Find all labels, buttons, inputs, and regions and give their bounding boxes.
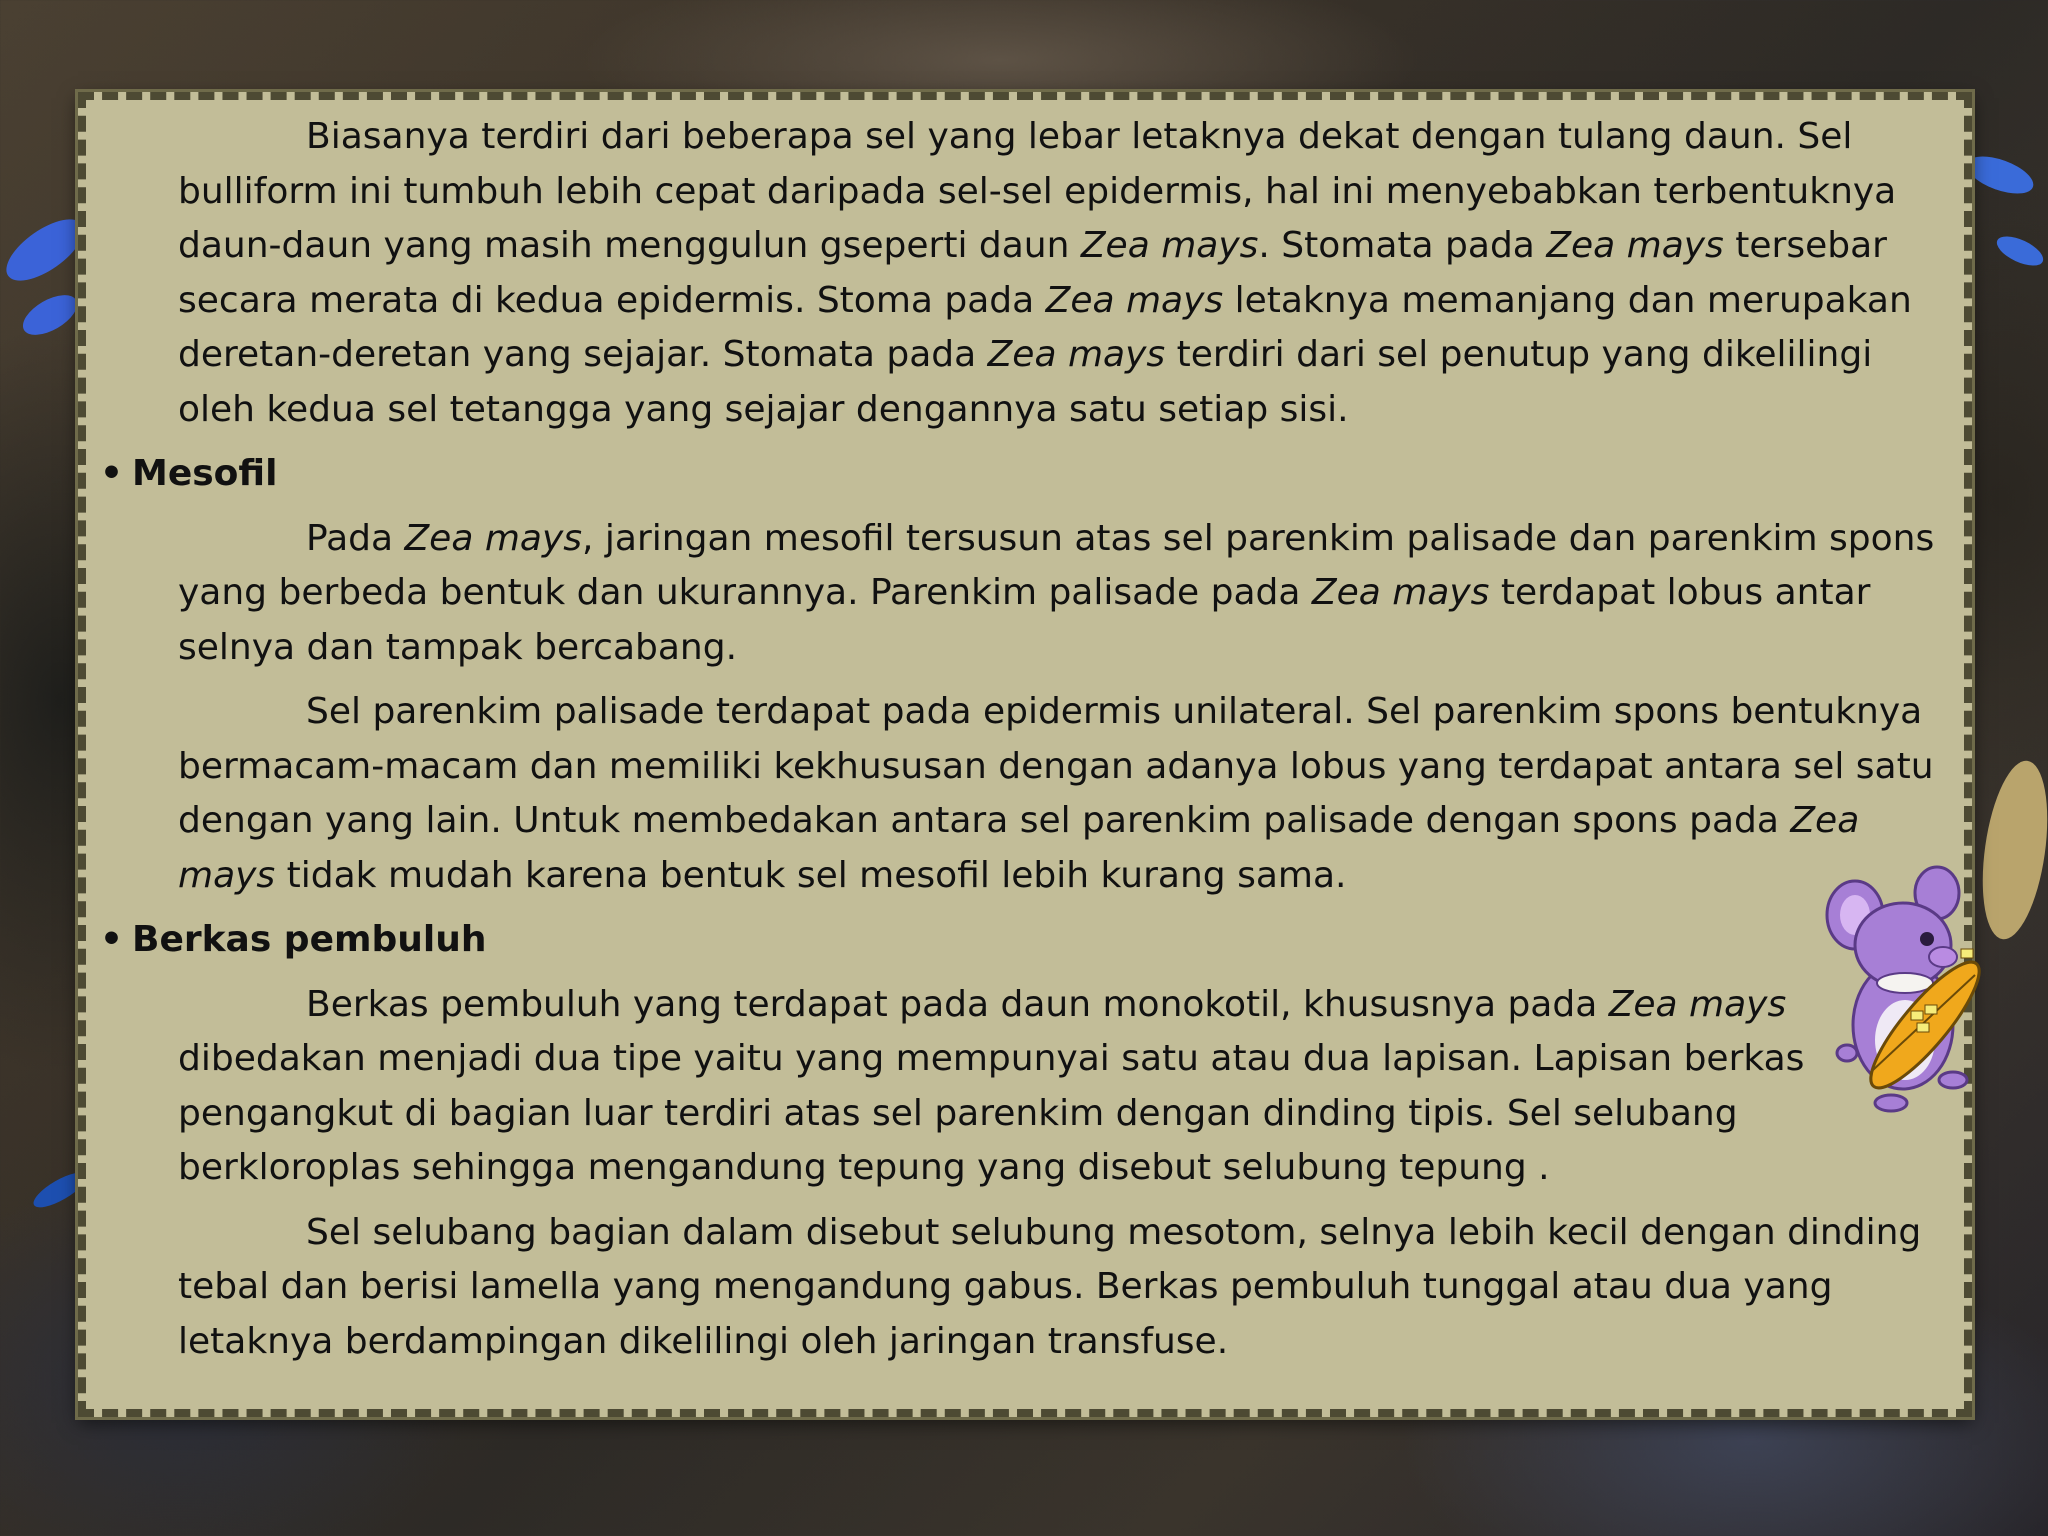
bullet-icon: • (100, 919, 124, 960)
paragraph-mesofil-2: Sel parenkim palisade terdapat pada epidermis unilateral. Sel parenkim spons bentuknya bermacam-macam dan memiliki kekhususan dengan adanya lobus yang terdapat antara sel satu dengan yang lain. Untuk membedakan antara sel parenkim palisade dengan spons pada Zea mays tidak mudah karena bentuk sel mesofil lebih kurang sama. (178, 691, 1934, 896)
background-streak (1993, 230, 2048, 271)
slide-text (100, 110, 1945, 1379)
background-streak (17, 287, 84, 343)
heading-mesofil: • Mesofil (100, 447, 1945, 502)
paragraph-berkas-1: Berkas pembuluh yang terdapat pada daun monokotil, khususnya pada Zea mays dibedakan menjadi dua tipe yaitu yang mempunyai satu atau dua lapisan. Lapisan berkas pengangkut di bagian luar terdiri atas sel parenkim dengan dinding tipis. Sel selubang berkloroplas sehingga mengandung tepung yang disebut selubung tepung . (178, 983, 1805, 1188)
heading-berkas-pembuluh: • Berkas pembuluh (100, 913, 1945, 968)
mascot-mouse-icon (1825, 865, 1995, 1125)
paragraph-berkas-2: Sel selubang bagian dalam disebut selubung mesotom, selnya lebih kecil dengan dinding tebal dan berisi lamella yang mengandung gabus. Berkas pembuluh tunggal atau dua yang letaknya berdampingan dikelilingi oleh jaringan transfuse. (178, 1211, 1922, 1362)
background-streak (1962, 149, 2038, 201)
paragraph-mesofil-1: Pada Zea mays, jaringan mesofil tersusun atas sel parenkim palisade dan parenkim spons yang berbeda bentuk dan ukurannya. Parenkim palisade pada Zea mays terdapat lobus antar selnya dan tampak bercabang. (178, 517, 1935, 668)
bullet-icon: • (100, 453, 124, 494)
paragraph-intro: Biasanya terdiri dari beberapa sel yang lebar letaknya dekat dengan tulang daun. Sel bulliform ini tumbuh lebih cepat daripada sel-sel epidermis, hal ini menyebabkan terbentuknya daun-daun yang masih menggulun gseperti daun Zea mays. Stomata pada Zea mays tersebar secara merata di kedua epidermis. Stoma pada Zea mays letaknya memanjang dan merupakan deretan-deretan yang sejajar. Stomata pada Zea mays terdiri dari sel penutup yang dikelilingi oleh kedua sel tetangga yang sejajar dengannya satu setiap sisi. (178, 116, 1912, 430)
